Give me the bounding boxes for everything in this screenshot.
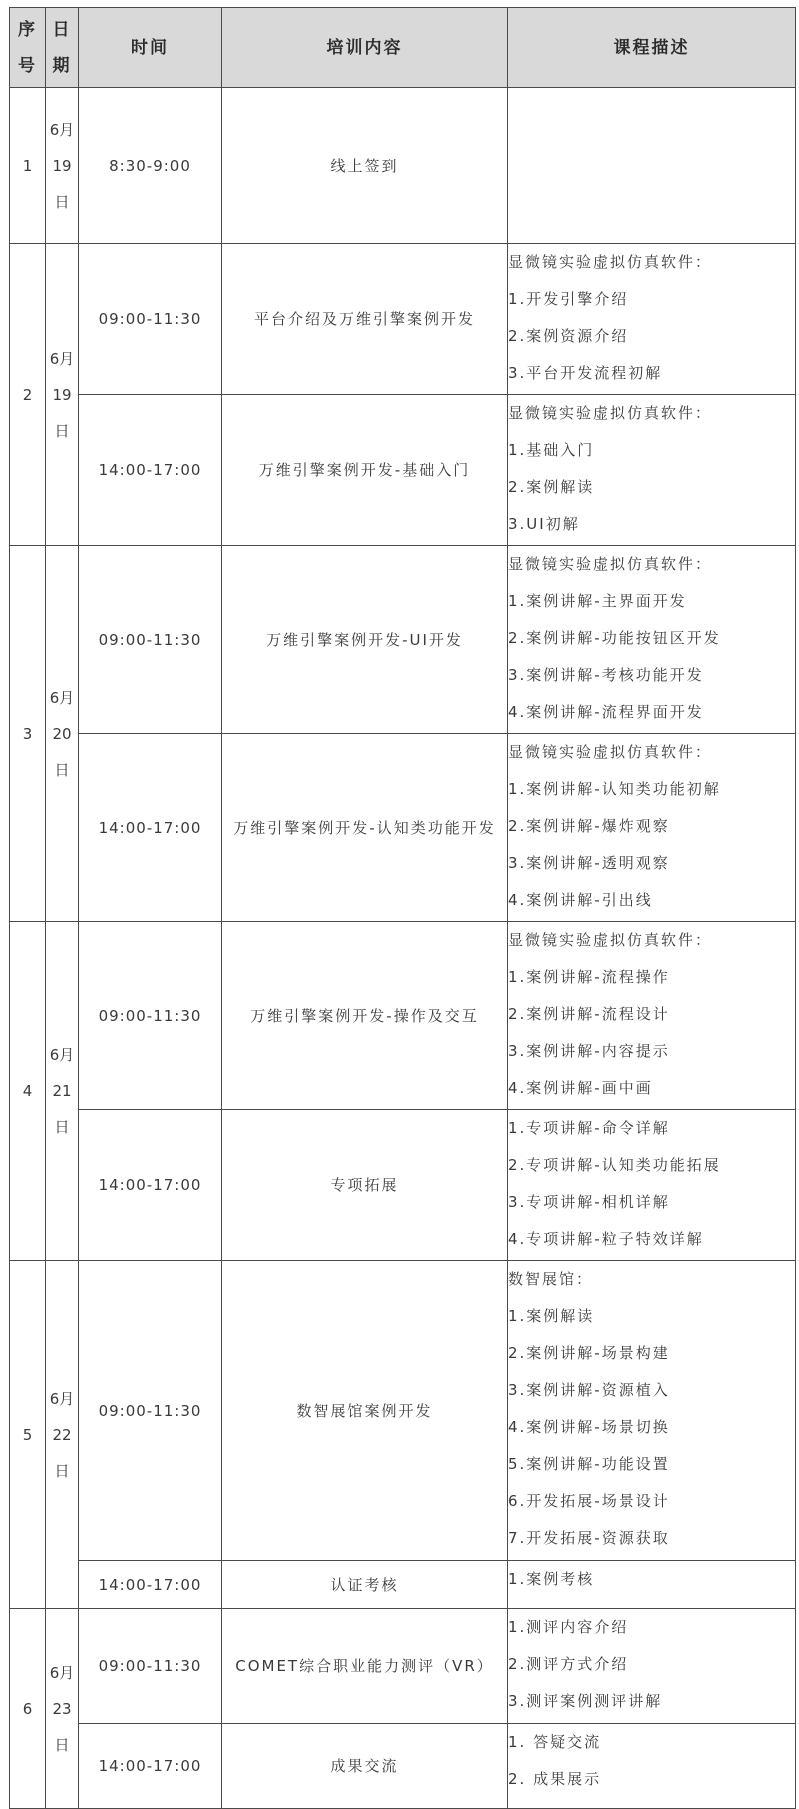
description-line: 4.专项讲解-粒子特效详解: [508, 1230, 704, 1248]
description-line: 4.案例讲解-场景切换: [508, 1418, 670, 1436]
description-line: 显微镜实验虚拟仿真软件：: [508, 253, 713, 271]
header-row: [10, 8, 796, 88]
training-schedule-table: [9, 7, 796, 1809]
description-line: 3.案例讲解-内容提示: [508, 1042, 670, 1060]
row-index-cell: 5: [10, 1261, 46, 1609]
description-line: 2.案例讲解-爆炸观察: [508, 817, 670, 835]
session-description-cell: [508, 88, 796, 244]
table-row: [10, 395, 796, 546]
session-description-cell: [508, 1561, 796, 1609]
session-time-cell: 09:00-11:30: [79, 1261, 222, 1561]
session-content-cell: 万维引擎案例开发-基础入门: [222, 395, 508, 546]
table-row: [10, 546, 796, 734]
description-line: 4.案例讲解-引出线: [508, 891, 653, 909]
session-description-cell: [508, 1110, 796, 1261]
session-time-cell: 14:00-17:00: [79, 1110, 222, 1261]
description-line: 3.UI初解: [508, 515, 580, 533]
header-time: 时间: [79, 8, 222, 88]
schedule-body: [10, 88, 796, 1809]
description-line: 2.测评方式介绍: [508, 1655, 629, 1673]
session-content-cell: 成果交流: [222, 1724, 508, 1809]
session-time-cell: 09:00-11:30: [79, 244, 222, 395]
table-row: [10, 1609, 796, 1724]
description-line: 3.平台开发流程初解: [508, 364, 663, 382]
row-index-cell: 2: [10, 244, 46, 546]
table-row: [10, 734, 796, 922]
session-time-cell: 09:00-11:30: [79, 1609, 222, 1724]
session-description-cell: [508, 395, 796, 546]
description-line: 显微镜实验虚拟仿真软件：: [508, 404, 713, 422]
description-line: 3.案例讲解-资源植入: [508, 1381, 670, 1399]
row-date-cell: 6月20日: [46, 546, 79, 922]
row-index-cell: 4: [10, 922, 46, 1261]
session-time-cell: 14:00-17:00: [79, 395, 222, 546]
description-line: 显微镜实验虚拟仿真软件：: [508, 931, 713, 949]
description-line: 1.案例讲解-主界面开发: [508, 592, 687, 610]
header-content: 培训内容: [222, 8, 508, 88]
session-time-cell: 14:00-17:00: [79, 734, 222, 922]
description-line: 1.案例解读: [508, 1307, 595, 1325]
row-index-cell: 3: [10, 546, 46, 922]
table-row: [10, 1261, 796, 1561]
description-line: 7.开发拓展-资源获取: [508, 1529, 670, 1547]
description-line: 2.案例解读: [508, 478, 595, 496]
session-time-cell: 14:00-17:00: [79, 1724, 222, 1809]
description-line: 1. 答疑交流: [508, 1733, 602, 1751]
session-content-cell: COMET综合职业能力测评（VR）: [222, 1609, 508, 1724]
session-content-cell: 万维引擎案例开发-认知类功能开发: [222, 734, 508, 922]
header-description: 课程描述: [508, 8, 796, 88]
session-description-cell: [508, 244, 796, 395]
description-line: 2.案例讲解-流程设计: [508, 1005, 670, 1023]
description-line: 4.案例讲解-流程界面开发: [508, 703, 704, 721]
session-description-cell: [508, 1261, 796, 1561]
table-row: [10, 1110, 796, 1261]
description-line: 2.案例讲解-功能按钮区开发: [508, 629, 721, 647]
table-row: [10, 88, 796, 244]
row-index-cell: 6: [10, 1609, 46, 1809]
description-line: 5.案例讲解-功能设置: [508, 1455, 670, 1473]
header-date: 日期: [46, 8, 79, 88]
row-date-cell: 6月21日: [46, 922, 79, 1261]
session-content-cell: 万维引擎案例开发-操作及交互: [222, 922, 508, 1110]
description-line: 3.测评案例测评讲解: [508, 1692, 663, 1710]
session-content-cell: 线上签到: [222, 88, 508, 244]
session-description-cell: [508, 734, 796, 922]
row-date-cell: 6月19日: [46, 88, 79, 244]
session-description-cell: [508, 1724, 796, 1809]
session-time-cell: 14:00-17:00: [79, 1561, 222, 1609]
description-line: 3.专项讲解-相机详解: [508, 1193, 670, 1211]
row-date-cell: 6月23日: [46, 1609, 79, 1809]
session-content-cell: 认证考核: [222, 1561, 508, 1609]
header-index: 序号: [10, 8, 46, 88]
description-line: 1.案例讲解-流程操作: [508, 968, 670, 986]
session-time-cell: 09:00-11:30: [79, 922, 222, 1110]
description-line: 1.案例考核: [508, 1570, 595, 1588]
description-line: 2.专项讲解-认知类功能拓展: [508, 1156, 721, 1174]
session-description-cell: [508, 1609, 796, 1724]
description-line: 2.案例讲解-场景构建: [508, 1344, 670, 1362]
session-content-cell: 数智展馆案例开发: [222, 1261, 508, 1561]
description-line: 1.专项讲解-命令详解: [508, 1119, 670, 1137]
description-line: 显微镜实验虚拟仿真软件：: [508, 743, 713, 761]
session-time-cell: 09:00-11:30: [79, 546, 222, 734]
description-line: 显微镜实验虚拟仿真软件：: [508, 555, 713, 573]
description-line: 6.开发拓展-场景设计: [508, 1492, 670, 1510]
description-line: 数智展馆：: [508, 1270, 594, 1288]
description-line: 2. 成果展示: [508, 1770, 602, 1788]
description-line: 1.案例讲解-认知类功能初解: [508, 780, 721, 798]
description-line: 1.基础入门: [508, 441, 595, 459]
row-date-cell: 6月22日: [46, 1261, 79, 1609]
description-line: 2.案例资源介绍: [508, 327, 629, 345]
session-content-cell: 专项拓展: [222, 1110, 508, 1261]
table-row: [10, 1724, 796, 1809]
session-content-cell: 万维引擎案例开发-UI开发: [222, 546, 508, 734]
table-row: [10, 244, 796, 395]
row-index-cell: 1: [10, 88, 46, 244]
description-line: 1.开发引擎介绍: [508, 290, 629, 308]
description-line: 4.案例讲解-画中画: [508, 1079, 653, 1097]
row-date-cell: 6月19日: [46, 244, 79, 546]
description-line: 1.测评内容介绍: [508, 1618, 629, 1636]
description-line: 3.案例讲解-考核功能开发: [508, 666, 704, 684]
table-row: [10, 1561, 796, 1609]
session-content-cell: 平台介绍及万维引擎案例开发: [222, 244, 508, 395]
session-description-cell: [508, 546, 796, 734]
table-row: [10, 922, 796, 1110]
session-description-cell: [508, 922, 796, 1110]
description-line: 3.案例讲解-透明观察: [508, 854, 670, 872]
session-time-cell: 8:30-9:00: [79, 88, 222, 244]
